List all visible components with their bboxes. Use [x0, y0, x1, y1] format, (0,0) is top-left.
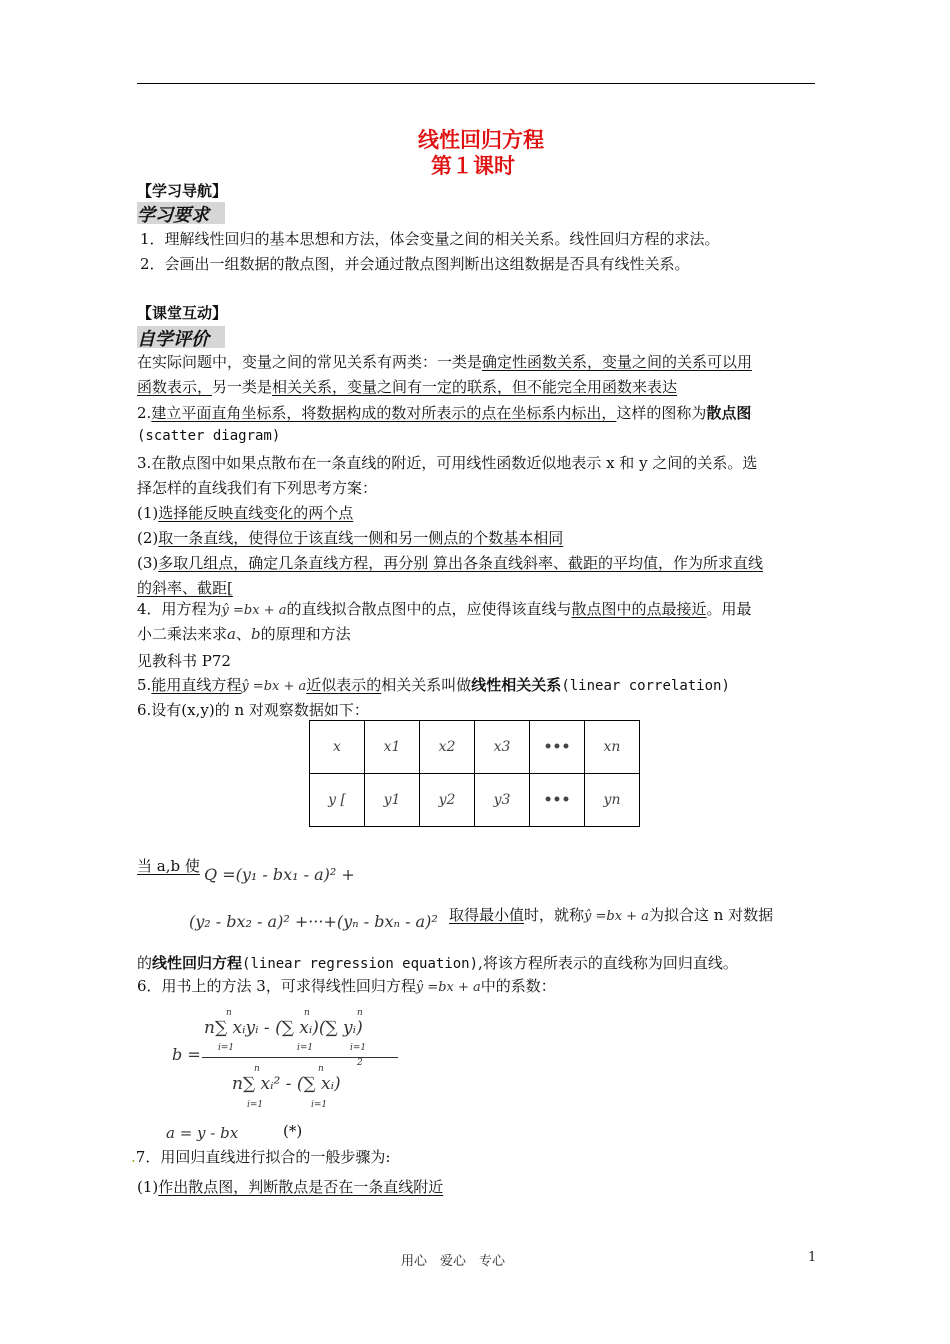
- table-cell: x3: [475, 721, 530, 774]
- paragraph-4-line-1: [137, 598, 752, 619]
- paragraph-7: [131, 1146, 390, 1167]
- q-equation-1: Q =(y₁ - bx₁ - a)² +: [204, 865, 355, 884]
- doc-subtitle: 第１课时: [431, 154, 515, 178]
- p4-text-3: 。用最: [706, 600, 752, 618]
- table-cell: y3: [475, 774, 530, 827]
- paragraph-6b: [137, 975, 556, 996]
- p4-text: 4．用方程为: [137, 600, 222, 618]
- table-cell: y1: [365, 774, 420, 827]
- req-item-2: 2．会画出一组数据的散点图，并会通过散点图判断出这组数据是否具有线性关系。: [140, 255, 690, 273]
- p1-underlined: 确定性函数关系，变量之间的关系可以用: [482, 353, 753, 371]
- formula-denominator: n∑ xᵢ² - (∑ xᵢ): [232, 1074, 341, 1094]
- q-text-4: ,将该方程所表示的直线称为回归直线。: [478, 954, 738, 972]
- q-text-3: 的: [137, 954, 153, 972]
- p4-underlined: 散点图中的点最接近: [571, 600, 707, 618]
- p2-term: 散点图: [706, 404, 752, 422]
- p4-var-b: b: [250, 625, 261, 643]
- paragraph-1-line-2: [137, 376, 677, 397]
- option-3-line-2: [137, 577, 233, 598]
- q-equation-2: (y₂ - bx₂ - a)² +···+(yₙ - bxₙ - a)²: [189, 912, 438, 931]
- q-line-2-text: [449, 904, 773, 925]
- class-heading: 【课堂互动】: [137, 304, 228, 322]
- opt2-number: (2): [137, 529, 159, 547]
- page-footer: 用心 爱心 专心: [401, 1254, 506, 1269]
- p5-term: 线性相关关系: [471, 676, 562, 694]
- p4-equation: ŷ =bx + a: [221, 603, 287, 618]
- formula-square: 2: [357, 1058, 363, 1068]
- sum-upper-2: n: [304, 1008, 310, 1018]
- sum-lower-5: i=1: [311, 1100, 328, 1110]
- q-label: [137, 855, 200, 876]
- opt3-number: (3): [137, 554, 159, 572]
- p2-english: (scatter diagram): [137, 428, 281, 444]
- opt1-text: 选择能反映直线变化的两个点: [158, 504, 354, 522]
- q-term: 线性回归方程: [152, 954, 243, 972]
- paragraph-3-line-1: 3.在散点图中如果点散布在一条直线的附近，可用线性函数近似地表示 x 和 y 之间的关系。选: [137, 454, 758, 472]
- opt3-text-2: 别 算出各条直线斜率、截距的平均值，作为所求直线: [413, 554, 764, 572]
- opt3-text-3: 的斜率、截距[: [137, 579, 233, 597]
- paragraph-5: [137, 674, 730, 695]
- formula-star: (*): [283, 1122, 303, 1140]
- paragraph-3-line-2: 择怎样的直线我们有下列思考方案：: [137, 479, 378, 497]
- header-rule: [137, 83, 815, 84]
- table-cell: x2: [420, 721, 475, 774]
- p4-text-5: 的原理和方法: [260, 625, 351, 643]
- sum-upper-3: n: [357, 1008, 363, 1018]
- table-cell: xn: [585, 721, 640, 774]
- page-number: 1: [808, 1250, 817, 1265]
- doc-title: 线性回归方程: [418, 128, 544, 152]
- option-2: [137, 527, 563, 548]
- p1-underlined-2: 函数表示，: [137, 378, 213, 396]
- self-heading: 自学评价: [137, 329, 209, 350]
- sum-lower-3: i=1: [350, 1043, 367, 1053]
- sum-upper-1: n: [226, 1008, 232, 1018]
- p5-number: 5.: [137, 676, 152, 694]
- step1-text: 作出散点图，判断散点是否在一条直线附近: [158, 1178, 444, 1196]
- table-row: [310, 721, 640, 774]
- table-cell: x1: [365, 721, 420, 774]
- q-equation-yhat: ŷ =bx + a: [584, 909, 649, 924]
- p6b-equation: ŷ =bx + a: [415, 980, 481, 995]
- paragraph-2: [137, 402, 751, 423]
- formula-a: a = y - bx: [166, 1124, 239, 1142]
- p4-text-2: 的直线拟合散点图中的点，应使得该直线与: [286, 600, 572, 618]
- p4-var-a: a: [227, 625, 236, 643]
- p6b-text-2: 中的系数：: [480, 977, 556, 995]
- opt2-text: 取一条直线，使得位于该直线一侧和另一侧点的个数基本相同: [158, 529, 564, 547]
- sum-upper-5: n: [318, 1064, 324, 1074]
- sum-lower-4: i=1: [247, 1100, 264, 1110]
- p4-text-4: 小二乘法来求: [137, 625, 228, 643]
- option-3-line-1: [137, 552, 763, 573]
- paragraph-1-line-1: [137, 351, 752, 372]
- p5-text: 相关关系叫做: [381, 676, 472, 694]
- p7-dot: .: [131, 1148, 136, 1166]
- table-cell: •••: [530, 774, 585, 827]
- formula-b-lhs: b =: [172, 1045, 201, 1064]
- paragraph-6: 6.设有(x,y)的 n 对观察数据如下：: [137, 701, 369, 719]
- p5-english: (linear correlation): [561, 678, 730, 694]
- q-underlined: 取得最小值: [449, 906, 525, 924]
- p5-equation: ŷ =bx + a: [241, 679, 307, 694]
- p1-text-2: 另一类是: [212, 378, 273, 396]
- q-intro: 当 a,b 使: [137, 857, 200, 875]
- p2-text: 这样的图称为: [616, 404, 707, 422]
- sum-lower-1: i=1: [218, 1043, 235, 1053]
- p2-underlined: 建立平面直角坐标系，将数据构成的数对所表示的点在坐标系内标出，: [151, 404, 617, 422]
- table-cell: x: [310, 721, 365, 774]
- q-text: 时，就称: [524, 906, 585, 924]
- p4-sep: 、: [235, 625, 251, 643]
- p5-underlined: 能用直线方程: [151, 676, 242, 694]
- step-1: [137, 1176, 443, 1197]
- p6b-text: 6．用书上的方法 3，可求得线性回归方程: [137, 977, 416, 995]
- nav-heading: 【学习导航】: [137, 182, 228, 200]
- opt1-number: (1): [137, 504, 159, 522]
- table-cell: y2: [420, 774, 475, 827]
- p7-text: 7．用回归直线进行拟合的一般步骤为:: [135, 1148, 391, 1166]
- sum-upper-4: n: [254, 1064, 260, 1074]
- q-line-3: [137, 952, 738, 973]
- q-text-2: 为拟合这 n 对数据: [648, 906, 774, 924]
- table-cell: •••: [530, 721, 585, 774]
- table-cell: yn: [585, 774, 640, 827]
- p1-underlined-3: 相关关系，变量之间有一定的联系，但不能完全用函数来表达: [272, 378, 678, 396]
- paragraph-4-line-2: [137, 623, 351, 644]
- table-cell: y [: [310, 774, 365, 827]
- q-english: (linear regression equation): [242, 956, 479, 972]
- p5-underlined-2: 近似表示的: [306, 676, 382, 694]
- req-item-1: 1．理解线性回归的基本思想和方法，体会变量之间的相关关系。线性回归方程的求法。: [140, 230, 720, 248]
- p1-text: 在实际问题中，变量之间的常见关系有两类：一类是: [137, 353, 483, 371]
- observation-table: [309, 720, 640, 827]
- p2-number: 2.: [137, 404, 152, 422]
- p4-reference: 见教科书 P72: [137, 652, 231, 670]
- option-1: [137, 502, 353, 523]
- formula-numerator: n∑ xᵢyᵢ - (∑ xᵢ)(∑ yᵢ): [204, 1018, 363, 1038]
- req-heading: 学习要求: [137, 205, 209, 226]
- fraction-bar: [202, 1057, 398, 1058]
- sum-lower-2: i=1: [297, 1043, 314, 1053]
- opt3-text: 多取几组点，确定几条直线方程，再分: [158, 554, 414, 572]
- step1-number: (1): [137, 1178, 159, 1196]
- table-row: [310, 774, 640, 827]
